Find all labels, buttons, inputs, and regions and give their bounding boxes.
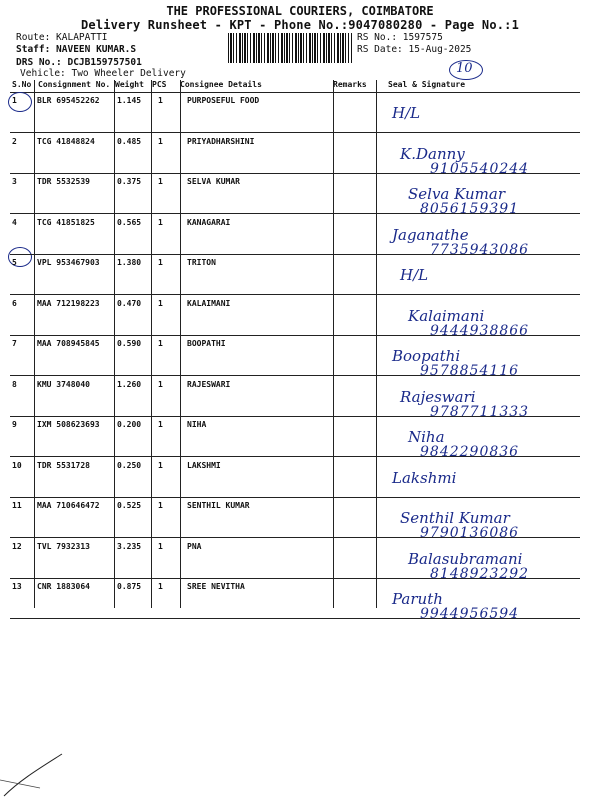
row-sno: 10 bbox=[12, 461, 22, 470]
row-weight: 0.485 bbox=[117, 137, 142, 146]
row-consignment-number: MAA 712198223 bbox=[37, 299, 100, 308]
row-sno: 1 bbox=[12, 96, 17, 105]
vehicle-label: Vehicle: Two Wheeler Delivery bbox=[20, 68, 186, 79]
row-consignment-number: MAA 708945845 bbox=[37, 339, 100, 348]
row-consignee-name: LAKSHMI bbox=[187, 461, 221, 470]
col-divider bbox=[114, 80, 115, 608]
row-signature: Jaganathe bbox=[392, 226, 469, 244]
row-separator bbox=[10, 254, 580, 255]
row-weight: 1.260 bbox=[117, 380, 142, 389]
row-consignee-name: SENTHIL KUMAR bbox=[187, 501, 250, 510]
col-divider bbox=[180, 80, 181, 608]
row-phone-note: 9787711333 bbox=[430, 404, 530, 420]
row-sno: 5 bbox=[12, 258, 17, 267]
row-signature: Rajeswari bbox=[400, 388, 476, 406]
row-separator bbox=[10, 416, 580, 417]
row-signature: Selva Kumar bbox=[408, 185, 506, 203]
row-sno: 13 bbox=[12, 582, 22, 591]
row-weight: 0.250 bbox=[117, 461, 142, 470]
row-weight: 1.380 bbox=[117, 258, 142, 267]
row-consignee-name: RAJESWARI bbox=[187, 380, 231, 389]
row-phone-note: 9944956594 bbox=[420, 606, 520, 622]
row-sno: 9 bbox=[12, 420, 17, 429]
row-phone-note: 9790136086 bbox=[420, 525, 520, 541]
rs-date: RS Date: 15-Aug-2025 bbox=[357, 44, 472, 55]
row-separator bbox=[10, 335, 580, 336]
col-divider bbox=[151, 80, 152, 608]
row-consignment-number: VPL 953467903 bbox=[37, 258, 100, 267]
row-consignee-name: PURPOSEFUL FOOD bbox=[187, 96, 260, 105]
row-consignment-number: TCG 41848824 bbox=[37, 137, 95, 146]
row-signature: Balasubramani bbox=[408, 550, 523, 568]
row-pcs: 1 bbox=[158, 339, 163, 348]
row-consignment-number: TDR 5532539 bbox=[37, 177, 90, 186]
row-phone-note: 7735943086 bbox=[430, 242, 530, 258]
row-sno: 3 bbox=[12, 177, 17, 186]
row-weight: 0.200 bbox=[117, 420, 142, 429]
row-weight: 0.590 bbox=[117, 339, 142, 348]
row-phone-note: 8148923292 bbox=[430, 566, 530, 582]
col-header-weight: Weight bbox=[115, 80, 144, 89]
company-title: THE PROFESSIONAL COURIERS, COIMBATORE bbox=[166, 4, 434, 18]
row-sno: 2 bbox=[12, 137, 17, 146]
margin-scribble bbox=[0, 740, 90, 800]
row-separator bbox=[10, 456, 580, 457]
drs-label: DRS No.: DCJB159757501 bbox=[16, 57, 142, 68]
row-signature: H/L bbox=[400, 266, 429, 284]
row-sno: 4 bbox=[12, 218, 17, 227]
row-signature: Lakshmi bbox=[392, 469, 457, 487]
row-consignment-number: MAA 710646472 bbox=[37, 501, 100, 510]
col-divider bbox=[376, 80, 377, 608]
barcode bbox=[228, 33, 352, 63]
col-divider bbox=[34, 80, 35, 608]
row-phone-note: 9105540244 bbox=[430, 161, 530, 177]
col-header-seal-signature: Seal & Signature bbox=[388, 80, 466, 89]
rs-number: RS No.: 1597575 bbox=[357, 32, 443, 43]
row-sno: 11 bbox=[12, 501, 22, 510]
row-phone-note: 9842290836 bbox=[420, 444, 520, 460]
row-consignee-name: SELVA KUMAR bbox=[187, 177, 240, 186]
row-consignee-name: TRITON bbox=[187, 258, 216, 267]
row-pcs: 1 bbox=[158, 96, 163, 105]
row-separator bbox=[10, 375, 580, 376]
col-header-pcs: PCS bbox=[152, 80, 167, 89]
row-consignment-number: BLR 695452262 bbox=[37, 96, 100, 105]
row-consignee-name: PRIYADHARSHINI bbox=[187, 137, 255, 146]
row-sno: 7 bbox=[12, 339, 17, 348]
header-rule bbox=[10, 92, 580, 93]
row-consignee-name: SREE NEVITHA bbox=[187, 582, 245, 591]
row-pcs: 1 bbox=[158, 582, 163, 591]
row-consignment-number: CNR 1883064 bbox=[37, 582, 90, 591]
row-separator bbox=[10, 537, 580, 538]
col-header-remarks: Remarks bbox=[333, 80, 367, 89]
col-divider bbox=[333, 80, 334, 608]
row-weight: 3.235 bbox=[117, 542, 142, 551]
row-separator bbox=[10, 578, 580, 579]
row-sno: 8 bbox=[12, 380, 17, 389]
row-consignment-number: TVL 7932313 bbox=[37, 542, 90, 551]
row-separator bbox=[10, 213, 580, 214]
row-consignee-name: BOOPATHI bbox=[187, 339, 226, 348]
row-signature: H/L bbox=[392, 104, 421, 122]
row-phone-note: 9578854116 bbox=[420, 363, 520, 379]
row-signature: Paruth bbox=[392, 590, 443, 608]
row-signature: K.Danny bbox=[400, 145, 465, 163]
row-weight: 0.565 bbox=[117, 218, 142, 227]
col-header-sno: S.No bbox=[12, 80, 32, 89]
row-weight: 0.375 bbox=[117, 177, 142, 186]
row-pcs: 1 bbox=[158, 542, 163, 551]
row-consignment-number: TDR 5531728 bbox=[37, 461, 90, 470]
row-consignee-name: KALAIMANI bbox=[187, 299, 231, 308]
row-separator bbox=[10, 497, 580, 498]
staff-label: Staff: NAVEEN KUMAR.S bbox=[16, 44, 137, 55]
row-consignee-name: NIHA bbox=[187, 420, 207, 429]
row-sno: 12 bbox=[12, 542, 22, 551]
route-label: Route: KALAPATTI bbox=[16, 32, 108, 43]
row-pcs: 1 bbox=[158, 299, 163, 308]
row-signature: Kalaimani bbox=[408, 307, 485, 325]
row-pcs: 1 bbox=[158, 218, 163, 227]
row-consignee-name: PNA bbox=[187, 542, 202, 551]
row-consignee-name: KANAGARAI bbox=[187, 218, 231, 227]
row-pcs: 1 bbox=[158, 461, 163, 470]
col-header-consignee: Consignee Details bbox=[180, 80, 262, 89]
row-pcs: 1 bbox=[158, 380, 163, 389]
row-pcs: 1 bbox=[158, 137, 163, 146]
row-phone-note: 8056159391 bbox=[420, 201, 520, 217]
row-phone-note: 9444938866 bbox=[430, 323, 530, 339]
row-consignment-number: IXM 508623693 bbox=[37, 420, 100, 429]
row-signature: Boopathi bbox=[392, 347, 461, 365]
row-pcs: 1 bbox=[158, 501, 163, 510]
row-separator bbox=[10, 173, 580, 174]
row-pcs: 1 bbox=[158, 420, 163, 429]
row-signature: Senthil Kumar bbox=[400, 509, 510, 527]
row-weight: 0.875 bbox=[117, 582, 142, 591]
row-separator bbox=[10, 132, 580, 133]
row-signature: Niha bbox=[408, 428, 445, 446]
row-weight: 0.470 bbox=[117, 299, 142, 308]
row-sno: 6 bbox=[12, 299, 17, 308]
row-separator bbox=[10, 618, 580, 619]
row-pcs: 1 bbox=[158, 177, 163, 186]
row-separator bbox=[10, 294, 580, 295]
row-weight: 1.145 bbox=[117, 96, 142, 105]
row-consignment-number: TCG 41851825 bbox=[37, 218, 95, 227]
col-header-consignment: Consignment No. bbox=[38, 80, 111, 89]
row-consignment-number: KMU 3748040 bbox=[37, 380, 90, 389]
runsheet-subtitle: Delivery Runsheet - KPT - Phone No.:9047080280 - Page No.:1 bbox=[80, 18, 520, 32]
count-mark: 10 bbox=[456, 61, 473, 76]
row-pcs: 1 bbox=[158, 258, 163, 267]
row-weight: 0.525 bbox=[117, 501, 142, 510]
